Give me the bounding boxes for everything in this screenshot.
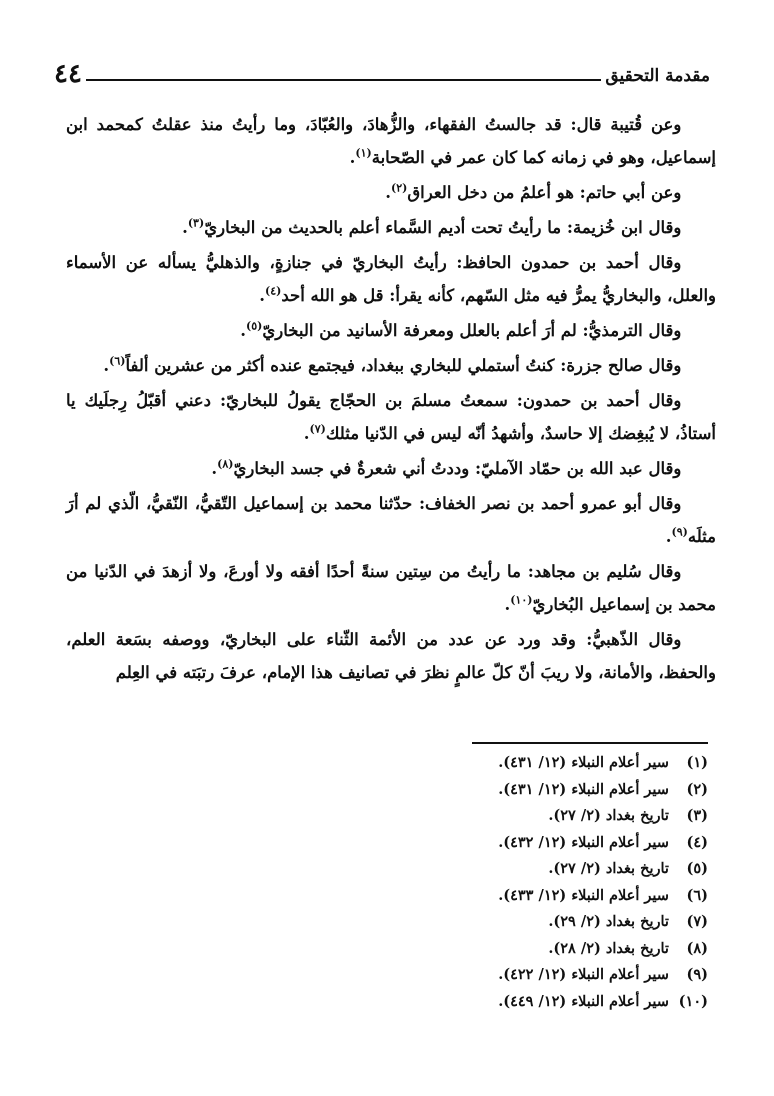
footnote-item	[68, 909, 708, 936]
footnote-text: سير أعلام النبلاء (١٢/ ٤٣١).	[498, 780, 669, 798]
footnote-item	[68, 989, 708, 1016]
footnote-text: تاريخ بغداد (٢/ ٢٨).	[548, 939, 669, 957]
footnote-number: (٥)	[686, 860, 708, 877]
footnote-ref: (٣)	[187, 216, 205, 230]
footnote-text: تاريخ بغداد (٢/ ٢٩).	[548, 913, 669, 930]
footnote-number: (٦)	[686, 886, 708, 904]
footnote-number: (٩)	[686, 966, 708, 983]
paragraph: وعن قُتيبة قال: قد جالستُ الفقهاء، والزُّهادَ، والعُبّادَ، وما رأيتُ منذ عقلتُ كمحمد ابن إسماعيل، وهو في زمانه كما كان عمر في الصّحابة$^{(١)}$.	[66, 115, 716, 167]
paragraph: وعن أبي حاتم: هو أعلمُ من دخل العراق$^{(٢)}$.	[385, 181, 682, 202]
footnote-number: (٧)	[686, 913, 708, 930]
paragraph: وقال الذّهبيُّ: وقد ورد عن عدد من الأئمة الثّناء على البخاريّ، ووصفه بسَعة العلم، والحفظ، والأمانة، ولا ريبَ أنّ كلّ عالمٍ نظرَ في تصانيف هذا الإمام، عرفَ رتبَته في العِلم	[66, 630, 716, 682]
header-rule	[86, 79, 601, 81]
footnote-number: (٢)	[686, 780, 708, 798]
paragraph: وقال الترمذيُّ: لم أرَ أعلم بالعلل ومعرفة الأسانيد من البخاريّ$^{(٥)}$.	[240, 319, 682, 340]
footnote-text: سير أعلام النبلاء (١٢/ ٤٣١).	[498, 754, 669, 771]
footnote-number: (٣)	[686, 807, 708, 824]
footnote-item	[68, 936, 708, 963]
footnote-ref: (٧)	[309, 422, 326, 436]
footnote-text: تاريخ بغداد (٢/ ٢٧).	[548, 860, 669, 877]
footnote-item	[68, 777, 708, 804]
footnote-ref: (١٠)	[510, 593, 533, 607]
footnote-ref: (٥)	[245, 319, 263, 333]
footnote-text: سير أعلام النبلاء (١٢/ ٤٣٢).	[498, 833, 669, 851]
footnote-item	[68, 856, 708, 883]
page-header	[50, 58, 710, 88]
footnote-item	[68, 750, 708, 777]
footnote-ref: (٩)	[671, 525, 688, 539]
footnote-ref: (٢)	[390, 181, 408, 195]
running-title: مقدمة التحقيق	[605, 66, 710, 86]
footnote-number: (٤)	[686, 833, 708, 851]
paragraph: وقال ابن خُزيمة: ما رأيتُ تحت أديم السَّماء أعلم بالحديث من البخاريّ$^{(٣)}$.	[182, 216, 682, 237]
footnote-item	[68, 830, 708, 857]
paragraph: وقال أبو عمرو أحمد بن نصر الخفاف: حدّثنا محمد بن إسماعيل التّقيُّ، النّقيُّ، الّذي لم أرَ مثلَه$^{(٩)}$.	[66, 494, 716, 546]
footnote-number: (١٠)	[678, 992, 708, 1010]
footnote-number: (١)	[686, 754, 708, 771]
footnote-ref: (٤)	[264, 284, 282, 298]
footnote-text: تاريخ بغداد (٢/ ٢٧).	[548, 807, 669, 824]
footnote-item	[68, 883, 708, 910]
page-number: ٤٤	[54, 59, 82, 89]
footnote-number: (٨)	[686, 939, 708, 957]
footnote-ref: (١)	[355, 146, 372, 160]
footnote-item	[68, 803, 708, 830]
footnote-text: سير أعلام النبلاء (١٢/ ٤٤٩).	[498, 992, 669, 1010]
footnote-ref: (٦)	[109, 354, 126, 368]
paragraph: وقال سُليم بن مجاهد: ما رأيتُ من سِتين سنةً أحدًا أفقه ولا أورعَ، ولا أزهدَ في الدّنيا من محمد بن إسماعيل البُخاريّ$^{(١٠)}$.	[66, 562, 716, 614]
footnote-separator	[472, 742, 708, 744]
paragraph: وقال عبد الله بن حمّاد الآمليّ: وددتُ أني شعرةٌ في جسد البخاريّ$^{(٨)}$.	[211, 457, 682, 478]
paragraph: وقال أحمد بن حمدون: سمعتُ مسلمَ بن الحجّاج يقولُ للبخاريّ: دعني أقبّلُ رِجلَيك يا أستاذُ، لا يُبغِضك إلا حاسدٌ، وأشهدُ أنّه ليس في الدّنيا مثلك$^{(٧)}$.	[66, 391, 716, 443]
footnote-item	[68, 962, 708, 989]
paragraph: وقال صالح جزرة: كنتُ أستملي للبخاري ببغداد، فيجتمع عنده أكثر من عشرين ألفاً$^{(٦)}$.	[103, 354, 682, 375]
paragraph: وقال أحمد بن حمدون الحافظ: رأيتُ البخاريّ في جنازةٍ، والذهليُّ يسأله عن الأسماء والعلل، والبخاريُّ يمرُّ فيه مثل السّهم، كأنه يقرأ: قل هو الله أحد$^{(٤)}$.	[66, 253, 716, 305]
footnote-ref: (٨)	[217, 457, 234, 471]
footnote-text: سير أعلام النبلاء (١٢/ ٤٢٢).	[498, 966, 669, 983]
footnotes	[68, 750, 708, 1015]
footnote-text: سير أعلام النبلاء (١٢/ ٤٣٣).	[498, 886, 669, 904]
main-text	[66, 108, 716, 689]
